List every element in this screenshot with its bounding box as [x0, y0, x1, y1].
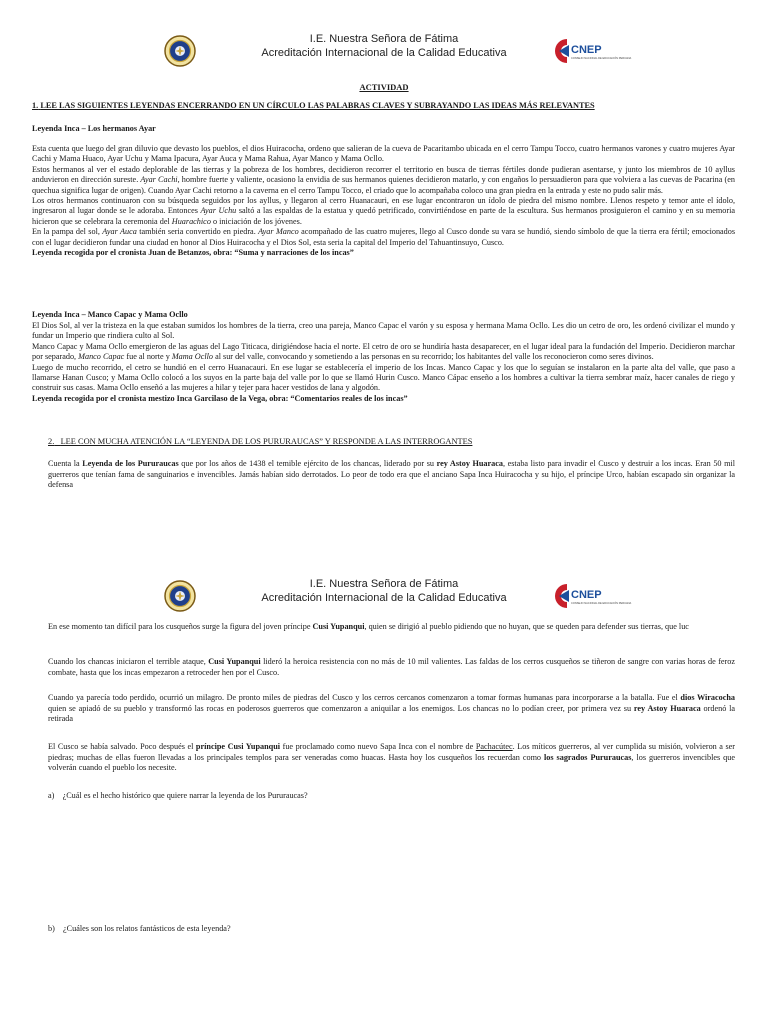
paragraph-text: quien se apiadó de su pueblo y transformó las rocas en poderosos guerreros que comenzaron a aniquilar a los enemigos. Los chancas no lo podían creer, por primera vez su	[48, 703, 632, 713]
cusi-yupanqui-bold: Cusi Yupanqui	[208, 657, 261, 666]
legend-2-paragraph: fue al norte y	[126, 352, 170, 362]
pururaucas-bold: Leyenda de los Pururaucas	[82, 459, 179, 468]
question-2-number: 2.	[48, 437, 55, 446]
legend-2-source: Leyenda recogida por el cronista mestizo Inca Garcilaso de la Vega, obra: “Comentarios reales de los incas”	[32, 393, 408, 403]
paragraph-text: . Los míticos guerreros, al ver cumplida su misión, volvieron a ser piedras; muchas de ellas fueron llevadas a los principales templos para ser veneradas como huacas. Hasta hoy los cusqueños los recuerdan como	[48, 742, 736, 762]
cnep-logo-icon	[553, 35, 632, 67]
question-b-text: ¿Cuáles son los relatos fantásticos de esta leyenda?	[63, 924, 231, 933]
cusi-yupanqui-bold: Cusi Yupanqui	[312, 622, 365, 631]
cnep-logo-tagline: CONSEJO NACIONAL DE EDUCACIÓN PERUANA	[571, 602, 632, 605]
accreditation-line: Acreditación Internacional de la Calidad Educativa	[261, 47, 507, 59]
legend-1-source-a: Leyenda recogida por el cronista Juan de Betanzos, obra	[32, 248, 230, 258]
legend-2-paragraph: Manco Capac y Mama Ocllo emergieron de las aguas del Lago Titicaca, dirigiéndose hacia el norte. El cetro de oro se hundiría hasta desaparecer, en el lugar ideal para la fundación del Imperio. Decidieron marchar por separado,	[32, 341, 735, 362]
activity-title: ACTIVIDAD	[359, 82, 409, 92]
legend-1-source-b: : “Suma y narraciones de los incas”	[229, 248, 354, 258]
legend-1-paragraph: Estos hermanos al ver el estado deplorable de las tierras y la pobreza de los hombres, decidieron recorrer el territorio en busca de tierras fértiles donde pudieran asentarse, y junto los miembros de 10 ayllus anduvieron en dirección sureste.	[32, 164, 735, 185]
question-1-heading	[32, 101, 735, 110]
legend-2-title: Leyenda Inca – Manco Capac y Mama Ocllo	[32, 310, 188, 319]
pururaucas-paragraph-4	[48, 742, 735, 774]
question-2-text: LEE CON MUCHA ATENCIÓN LA “LEYENDA DE LOS PURURAUCAS” Y RESPONDE A LAS INTERROGANTES	[60, 437, 473, 446]
ayar-cachi-italic: Ayar Cachi	[140, 175, 178, 185]
ayar-auca-italic: Ayar Auca	[102, 227, 137, 237]
pururaucas-paragraph-1	[48, 622, 735, 633]
paragraph-text: Cuando los chancas iniciaron el terrible ataque,	[48, 657, 206, 666]
astoy-huaraca-bold: rey Astoy Huaraca	[436, 459, 503, 468]
question-2-heading	[48, 437, 472, 446]
legend-2-paragraph: El Dios Sol, al ver la tristeza en la que estaban sumidos los hombres de la tierra, creo una pareja, Manco Capac el varón y su esposa y hermana Mama Ocllo. Les dio un cetro de oro, les ordenó civilizar el mundo y fundar un Imperio que rindiera culto al Sol.	[32, 321, 735, 341]
cnep-logo-text: CNEP	[571, 589, 602, 601]
ayar-manco-italic: Ayar Manco	[258, 227, 299, 237]
legend-2-paragraph: Luego de mucho recorrido, el cetro se hundió en el cerro Huanacauri. En ese lugar se establecería el imperio de los Incas. Manco Capac y los que lo seguían se instalaron en la parte alta del valle, que paso a llamarse Hanan Cusco; y Mama Ocllo colocó a los suyos en la parte baja del valle por lo que se llamó Hurin Cusco. Manco Cápac enseño a los hombres a cultivar la tierra sembrar maíz, hacer canales de riego y construir sus casas. Mama Ocllo enseñó a las mujeres a hilar y tejer para hacer vestidos de lana y algodón.	[32, 362, 735, 393]
ayar-uchu-italic: Ayar Uchu	[200, 206, 237, 216]
huarachico-italic: Huarachico	[171, 216, 211, 226]
legend-1-paragraph: saltó a las espaldas de la estatua y quedó petrificado, convirtiéndose en parte de la escultura. Sus hermanos prosiguieron el camino y en su memoria hicieron que se celebrara la ceremonia del	[32, 206, 735, 226]
legend-1-paragraph: acompañado de las cuatro mujeres, llego al Cusco donde su vara se hundió, siendo símbolo de que la tierra era fértil; emocionados con el lugar decidieron fundar una ciudad en honor al Dios Huiracocha y el Dios Sol, esta seria la capital del Imperio del Tahuantinsuyo, Cusco.	[32, 227, 736, 247]
paragraph-text: , los guerreros invencibles que volverán cuando el pueblo los necesite.	[48, 752, 735, 773]
cnep-logo-tagline: CONSEJO NACIONAL DE EDUCACIÓN PERUANA	[571, 57, 632, 60]
manco-capac-italic: Manco Capac	[78, 352, 125, 362]
question-a-label: a)	[48, 791, 55, 800]
legend-1-source	[32, 248, 354, 257]
legend-1-paragraph: En la pampa del sol,	[32, 227, 100, 237]
mama-ocllo-italic: Mama Ocllo	[171, 352, 214, 362]
paragraph-text: ordenó la retirada	[48, 703, 735, 724]
pururaucas-paragraph-2	[48, 657, 735, 678]
paragraph-text: En ese momento tan difícil para los cusqueños surge la figura del joven príncipe	[48, 622, 311, 631]
legend-1-paragraph: también seria convertido en piedra.	[139, 227, 256, 237]
pururaucas-paragraph: Cuenta la	[48, 459, 80, 468]
paragraph-text: , quien se dirigió al pueblo pidiendo que no huyan, que se queden para defender sus tierras, que luc	[364, 622, 689, 631]
question-b	[48, 924, 231, 933]
legend-1-title: Leyenda Inca – Los hermanos Ayar	[32, 124, 156, 133]
principe-cusi-yupanqui-bold: príncipe Cusi Yupanqui	[195, 742, 281, 751]
question-a	[48, 791, 308, 800]
legend-1-paragraph: o iniciación de los jóvenes.	[212, 216, 302, 226]
document-page-2	[0, 560, 768, 1024]
legend-2-paragraph: al sur del valle, convocando y sometiendo a las personas en su recorrido; los habitantes del valle los reconocieron como seres divinos.	[215, 352, 654, 362]
paragraph-text: lideró la heroica resistencia con no más de 10 mil valientes. Las faldas de los cerros cusqueños se tiñeron de sangre con varias horas de feroz combate, hasta que los incas empezaron a retroceder hen por el Cusco.	[48, 657, 736, 677]
pururaucas-intro	[48, 459, 735, 491]
legend-1-paragraph: Los otros hermanos continuaron con su búsqueda seguidos por los ayllus, y llegaron al cerro Huanacauri, en ese lugar encontraron un ídolo de piedra del mismo nombre. Llenos respeto y temor ante el ídolo, ingresaron al lugar donde se le adoraba. Entonces	[32, 196, 735, 216]
question-b-label: b)	[48, 924, 55, 933]
pachacutec-underlined: Pachacútec	[475, 742, 513, 751]
pururaucas-paragraph: , estaba listo para invadir el Cusco y destruir a los incas. Eran 50 mil guerreros que tenían fama de sanguinarios e invencibles. Jamás habían sido derrotados. Lo peor de todo era que el anciano Sapa Inca Huiracocha y su hijo, el príncipe Urco, habían escapado sin organizar la defensa	[48, 459, 736, 490]
paragraph-text: El Cusco se había salvado. Poco después el	[48, 742, 194, 751]
accreditation-line: Acreditación Internacional de la Calidad Educativa	[261, 592, 507, 604]
pururaucas-paragraph-3	[48, 693, 735, 725]
legend-1-paragraph: Esta cuenta que luego del gran diluvio que devasto los pueblos, el dios Huiracocha, ordeno que salieran de la cueva de Pacaritambo ubicada en el cerro Tampu Tocco, cuatro hermanos varones y cuatro mujeres Ayar Cachi y Mama Huaco, Ayar Uchu y Mama Ipacura, Ayar Auca y Mama Rahua, Ayar Manco y Mama Ocllo.	[32, 144, 735, 164]
cnep-logo-icon	[553, 580, 632, 612]
question-1-number: 1.	[32, 101, 39, 110]
paragraph-text: fue proclamado como nuevo Sapa Inca con el nombre de	[282, 742, 474, 751]
question-1-text: LEE LAS SIGUIENTES LEYENDAS ENCERRANDO EN UN CÍRCULO LAS PALABRAS CLAVES Y SUBRAYANDO LAS IDEAS MÁS RELEVANTES	[40, 101, 595, 110]
school-name: I.E. Nuestra Señora de Fátima	[309, 578, 459, 590]
dios-wiracocha-bold: dios Wiracocha	[680, 693, 736, 702]
cnep-logo-text: CNEP	[571, 44, 602, 56]
pururaucas-paragraph: que por los años de 1438 el temible ejército de los chancas, liderado por su	[181, 459, 434, 468]
legend-2-body	[32, 321, 735, 404]
astoy-huaraca-bold: rey Astoy Huaraca	[633, 703, 701, 713]
sagrados-pururaucas-bold: los sagrados Pururaucas	[544, 752, 632, 762]
paragraph-text: Cuando ya parecía todo perdido, ocurrió un milagro. De pronto miles de piedras del Cusco y los cerros cercanos comenzaron a tomar formas humanas para incorporarse a la batalla. Fue el	[48, 693, 678, 702]
legend-1-body	[32, 144, 735, 258]
school-name: I.E. Nuestra Señora de Fátima	[309, 33, 459, 45]
question-a-text: ¿Cuál es el hecho histórico que quiere narrar la leyenda de los Pururaucas?	[62, 791, 308, 800]
legend-1-paragraph: , hombre fuerte y valiente, ocasiono la envidia de sus hermanos quienes decidieron matarlo, y con engaños lo persuadieron para que volviera a las cuevas de Pacarina (en quechua significa lugar de origen). Cuando Ayar Cachi retorno a la caverna en el cerro Tampu Tocco, el criado que lo acompañaba coloco una gran piedra en la entrada y este no pudo salir más.	[32, 175, 735, 195]
